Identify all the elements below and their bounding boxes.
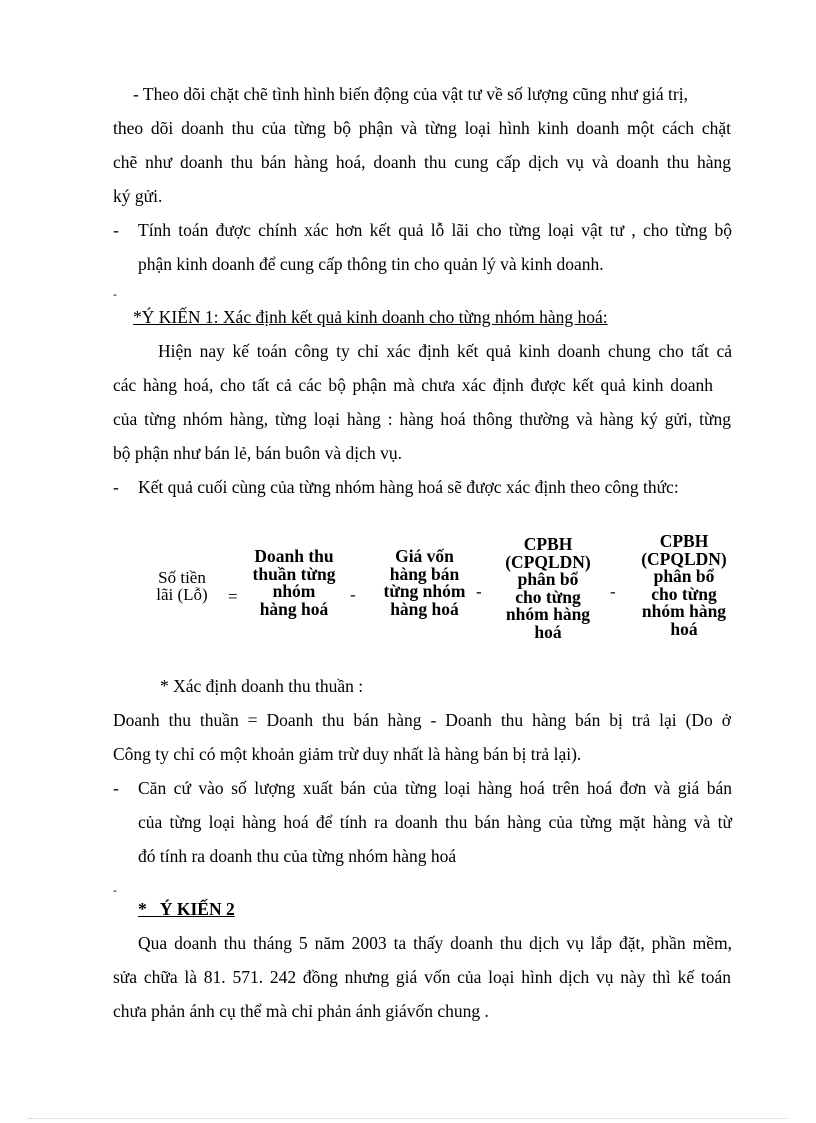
text-line: phận kinh doanh để cung cấp thông tin cho quản lý và kinh doanh. — [138, 254, 604, 274]
text-line: Công ty chỉ có một khoản giảm trừ duy nhất là hàng bán bị trả lại). — [113, 744, 582, 764]
text-line: chẽ như doanh thu bán hàng hoá, doanh thu cung cấp dịch vụ và doanh thu hàng — [113, 152, 731, 172]
text-line: đó tính ra doanh thu của từng nhóm hàng hoá — [138, 846, 457, 866]
text-line: của từng nhóm hàng, từng loại hàng : hàng hoá thông thường và hàng ký gửi, từng — [113, 409, 731, 429]
stray-dash: - — [113, 883, 117, 897]
list-dash: - — [113, 778, 119, 798]
formula-equals: = — [228, 587, 238, 606]
text-line: Căn cứ vào số lượng xuất bán của từng loại hàng hoá trên hoá đơn và giá bán — [138, 778, 732, 798]
text-line: bộ phận như bán lẻ, bán buôn và dịch vụ. — [113, 443, 402, 463]
text-line: các hàng hoá, cho tất cả các bộ phận mà chưa xác định được kết quả kinh doanh — [113, 375, 713, 395]
text-line: Tính toán được chính xác hơn kết quả lỗ lãi cho từng loại vật tư , cho từng bộ — [138, 220, 732, 240]
text-line: Qua doanh thu tháng 5 năm 2003 ta thấy doanh thu dịch vụ lắp đặt, phần mềm, — [138, 933, 732, 953]
heading-opinion-1: *Ý KIẾN 1: Xác định kết quả kinh doanh cho từng nhóm hàng hoá: — [133, 307, 608, 327]
list-dash: - — [113, 477, 119, 497]
text-line: Doanh thu thuần = Doanh thu bán hàng - Doanh thu hàng bán bị trả lại (Do ở — [113, 710, 731, 730]
text-line: - Theo dõi chặt chẽ tình hình biến động của vật tư về số lượng cũng như giá trị, — [133, 84, 688, 104]
text-line: Hiện nay kế toán công ty chỉ xác định kết quả kinh doanh chung cho tất cả — [158, 341, 732, 361]
formula-minus: - — [476, 582, 482, 601]
page-footer-divider — [28, 1118, 788, 1119]
text-line: Kết quả cuối cùng của từng nhóm hàng hoá sẽ được xác định theo công thức: — [138, 477, 679, 497]
text-line: của từng loại hàng hoá để tính ra doanh thu bán hàng của từng mặt hàng và từ — [138, 812, 732, 832]
text-line: theo dõi doanh thu của từng bộ phận và từng loại hình kinh doanh một cách chặt — [113, 118, 731, 138]
list-dash: - — [113, 220, 119, 240]
text-line: * Xác định doanh thu thuần : — [160, 676, 364, 696]
formula-term-admin-expense: CPBH (CPQLDN) phân bổ cho từng nhóm hàng hoá — [641, 531, 727, 639]
formula-term-selling-expense: CPBH (CPQLDN) phân bổ cho từng nhóm hàng hoá — [505, 534, 591, 642]
formula-minus: - — [350, 585, 356, 604]
text-line: ký gửi. — [113, 186, 163, 206]
formula-lhs: Số tiền lãi (Lỗ) — [156, 568, 208, 604]
heading-opinion-2: * Ý KIẾN 2 — [138, 899, 235, 919]
text-line: sửa chữa là 81. 571. 242 đồng nhưng giá vốn của loại hình dịch vụ này thì kế toán — [113, 967, 731, 987]
formula-term-net-revenue: Doanh thu thuần từng nhóm hàng hoá — [252, 546, 336, 619]
stray-dash: - — [113, 287, 117, 301]
text-line: chưa phản ánh cụ thể mà chỉ phản ánh giávốn chung . — [113, 1001, 489, 1021]
formula-term-cost-of-goods: Giá vốn hàng bán từng nhóm hàng hoá — [383, 546, 466, 619]
formula-minus: - — [610, 582, 616, 601]
